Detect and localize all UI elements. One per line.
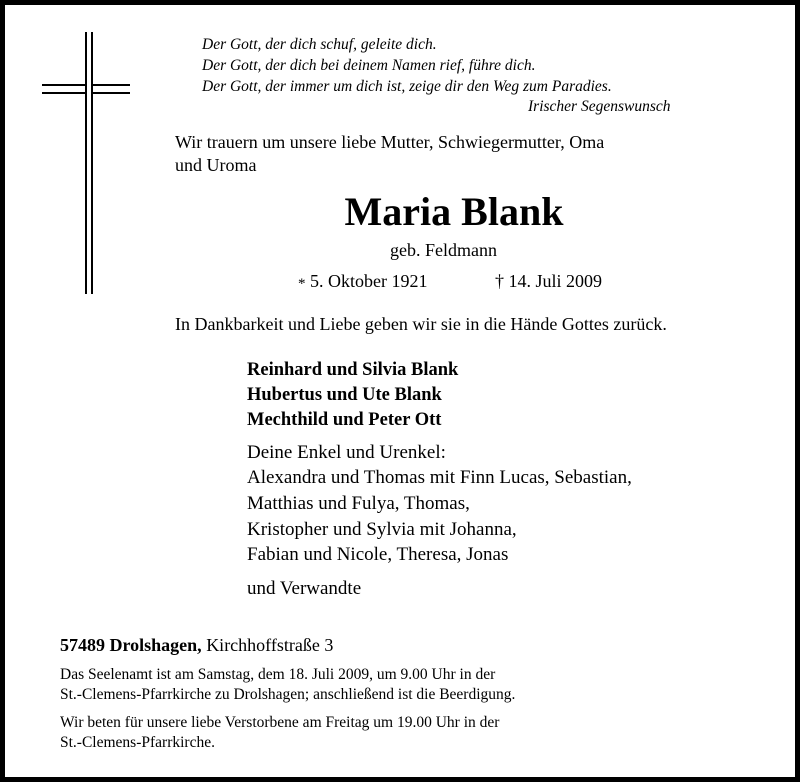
verse-attribution: Irischer Segenswunsch <box>528 98 671 115</box>
family-member-1: Reinhard und Silvia Blank <box>247 360 459 380</box>
prayer-line-2: St.-Clemens-Pfarrkirche. <box>60 734 215 751</box>
birth-date-row <box>298 271 427 292</box>
verse-line-1: Der Gott, der dich schuf, geleite dich. <box>202 36 437 53</box>
verse-line-3: Der Gott, der immer um dich ist, zeige dir den Weg zum Paradies. <box>202 78 612 95</box>
gratitude-text: In Dankbarkeit und Liebe geben wir sie in die Hände Gottes zurück. <box>175 314 667 334</box>
grandchildren-line-2: Matthias und Fulya, Thomas, <box>247 493 470 514</box>
death-date: 14. Juli 2009 <box>508 271 603 291</box>
relatives-text: und Verwandte <box>247 578 362 599</box>
grandchildren-line-1: Alexandra und Thomas mit Finn Lucas, Sebastian, <box>247 467 632 488</box>
verse-line-2: Der Gott, der dich bei deinem Namen rief, führe dich. <box>202 57 536 74</box>
deceased-name: Maria Blank <box>344 189 564 234</box>
grandchildren-heading: Deine Enkel und Urenkel: <box>247 442 446 463</box>
prayer-line-1: Wir beten für unsere liebe Verstorbene am Freitag um 19.00 Uhr in der <box>60 714 500 731</box>
requiem-line-2: St.-Clemens-Pfarrkirche zu Drolshagen; anschließend ist die Beerdigung. <box>60 686 516 703</box>
death-date-row <box>495 271 602 292</box>
address-city: 57489 Drolshagen, <box>60 635 202 655</box>
address <box>60 635 333 656</box>
maiden-name: geb. Feldmann <box>390 240 497 260</box>
family-member-3: Mechthild und Peter Ott <box>247 410 442 430</box>
death-symbol: † <box>495 271 504 291</box>
birth-date: 5. Oktober 1921 <box>310 271 428 291</box>
birth-symbol: * <box>298 276 306 292</box>
requiem-line-1: Das Seelenamt ist am Samstag, dem 18. Juli 2009, um 9.00 Uhr in der <box>60 666 496 683</box>
family-member-2: Hubertus und Ute Blank <box>247 385 442 405</box>
intro-line-1: Wir trauern um unsere liebe Mutter, Schwiegermutter, Oma <box>175 132 605 152</box>
grandchildren-line-3: Kristopher und Sylvia mit Johanna, <box>247 519 517 540</box>
address-street: Kirchhoffstraße 3 <box>206 635 334 655</box>
grandchildren-line-4: Fabian und Nicole, Theresa, Jonas <box>247 544 509 565</box>
intro-line-2: und Uroma <box>175 155 257 175</box>
